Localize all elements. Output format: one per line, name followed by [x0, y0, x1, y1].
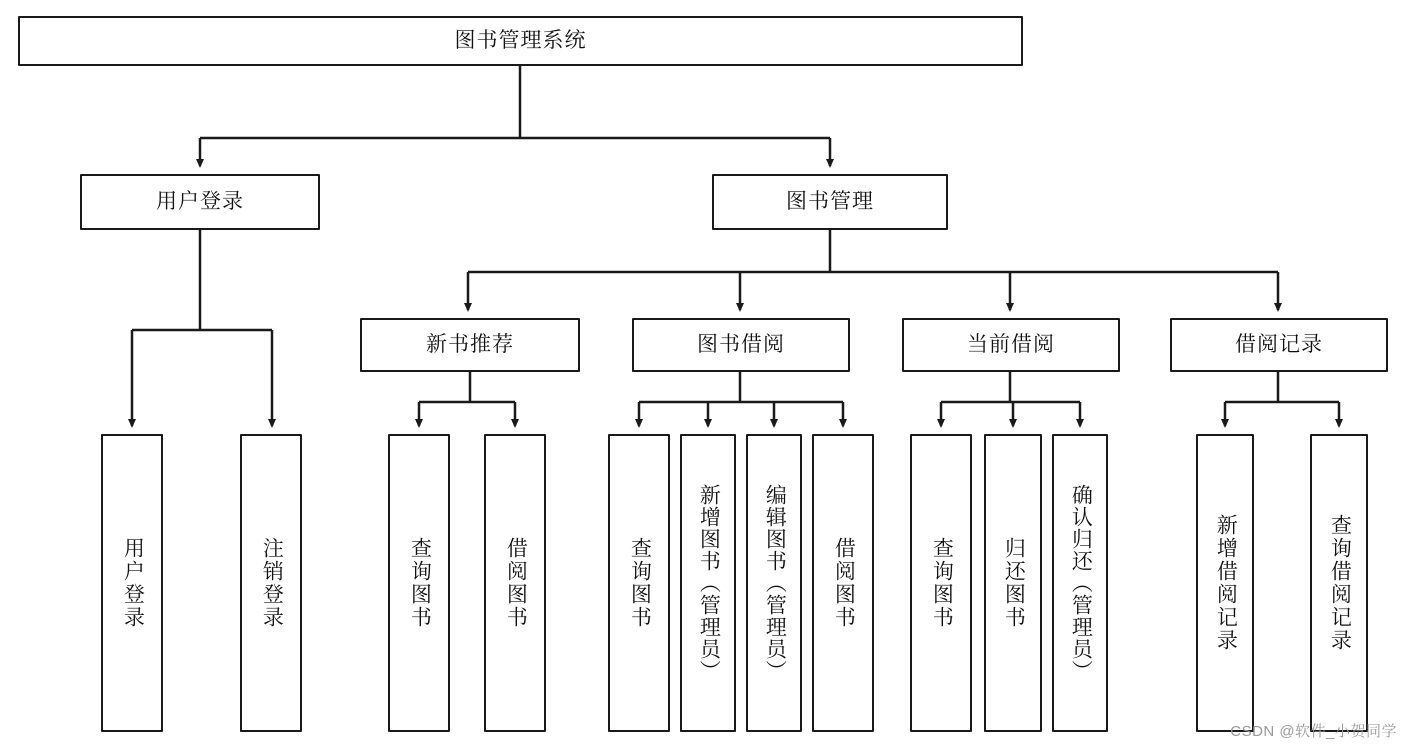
- node-book-borrow[interactable]: 图书借阅: [632, 318, 850, 372]
- node-leaf-return-book[interactable]: 归还图书: [984, 434, 1042, 732]
- node-leaf-query-book-3[interactable]: 查询图书: [910, 434, 972, 732]
- watermark-text: CSDN @软件_小贺同学: [1230, 723, 1397, 740]
- node-leaf-add-record[interactable]: 新增借阅记录: [1196, 434, 1254, 732]
- node-leaf-user-logout[interactable]: 注销登录: [240, 434, 302, 732]
- node-root[interactable]: 图书管理系统: [18, 16, 1023, 66]
- node-leaf-query-record[interactable]: 查询借阅记录: [1310, 434, 1368, 732]
- node-leaf-edit-book[interactable]: 编辑图书（管理员）: [746, 434, 802, 732]
- node-leaf-confirm-return[interactable]: 确认归还（管理员）: [1052, 434, 1108, 732]
- node-leaf-borrow-book-1[interactable]: 借阅图书: [484, 434, 546, 732]
- node-borrow-record[interactable]: 借阅记录: [1170, 318, 1388, 372]
- node-user-login[interactable]: 用户登录: [80, 174, 320, 230]
- node-leaf-borrow-book-2[interactable]: 借阅图书: [812, 434, 874, 732]
- node-book-manage[interactable]: 图书管理: [712, 174, 948, 230]
- node-leaf-query-book-1[interactable]: 查询图书: [388, 434, 450, 732]
- node-new-book-recommend[interactable]: 新书推荐: [360, 318, 580, 372]
- node-current-borrow[interactable]: 当前借阅: [902, 318, 1120, 372]
- node-leaf-query-book-2[interactable]: 查询图书: [608, 434, 670, 732]
- node-leaf-user-login[interactable]: 用户登录: [101, 434, 163, 732]
- node-leaf-add-book[interactable]: 新增图书（管理员）: [680, 434, 736, 732]
